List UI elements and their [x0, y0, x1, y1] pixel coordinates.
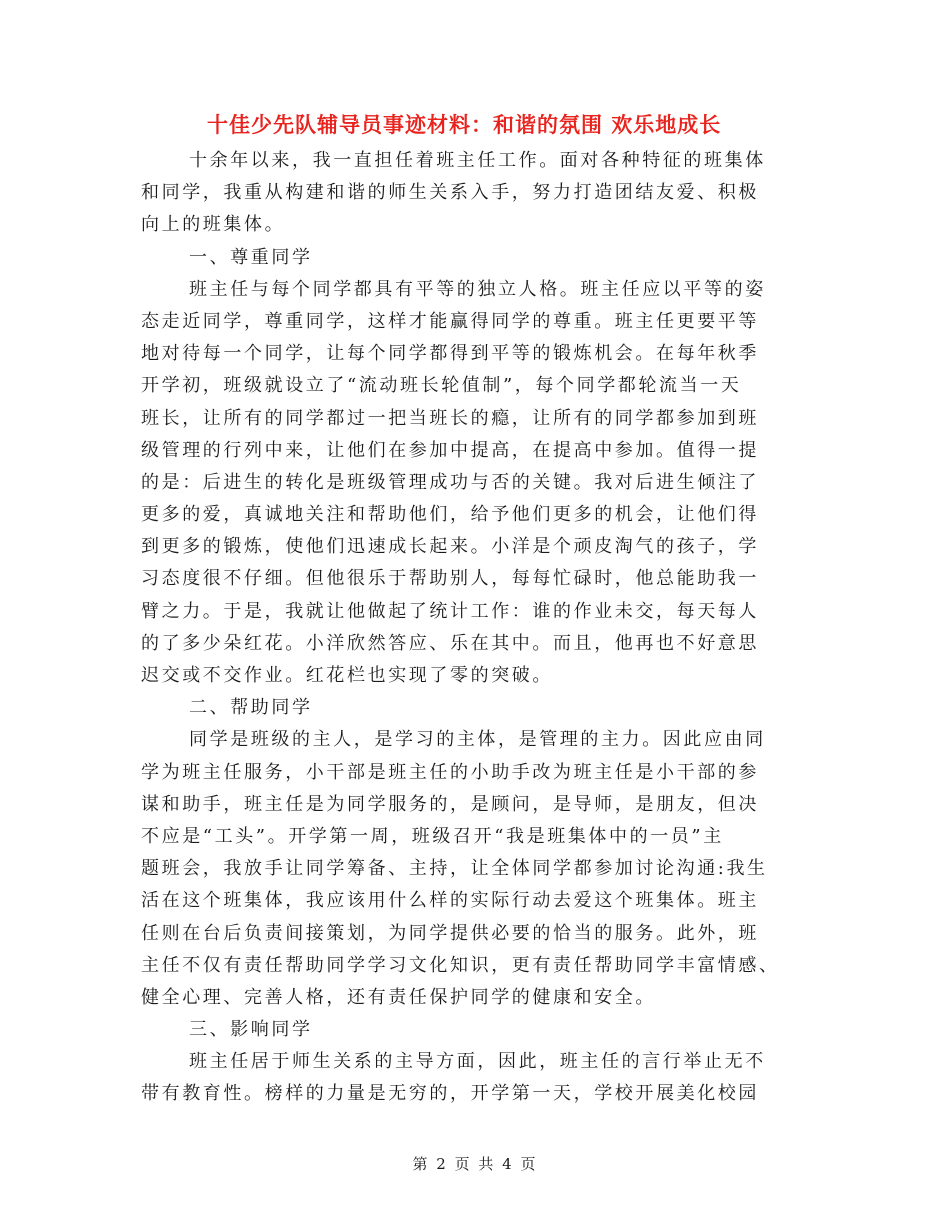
- text-line: 态走近同学，尊重同学，这样才能赢得同学的尊重。班主任更要平等: [141, 310, 759, 332]
- text-line: 学为班主任服务，小干部是班主任的小助手改为班主任是小干部的参: [141, 761, 759, 783]
- text-line: 带有教育性。榜样的力量是无穷的，开学第一天，学校开展美化校园: [141, 1083, 759, 1105]
- text-line: 的了多少朵红花。小洋欣然答应、乐在其中。而且，他再也不好意思: [141, 632, 759, 654]
- text-line: 班主任居于师生关系的主导方面，因此，班主任的言行举止无不: [189, 1051, 766, 1073]
- text-line: 谋和助手，班主任是为同学服务的，是顾问，是导师，是朋友，但决: [141, 793, 759, 815]
- page-footer: 第 2 页 共 4 页: [412, 1155, 538, 1173]
- text-line: 活在这个班集体，我应该用什么样的实际行动去爱这个班集体。班主: [141, 890, 759, 912]
- text-line: 和同学，我重从构建和谐的师生关系入手，努力打造团结友爱、积极: [141, 182, 759, 204]
- text-line: 班长，让所有的同学都过一把当班长的瘾，让所有的同学都参加到班: [141, 407, 759, 429]
- text-line: 健全心理、完善人格，还有责任保护同学的健康和安全。: [141, 986, 656, 1008]
- text-line: 一、尊重同学: [189, 246, 313, 268]
- text-line: 地对待每一个同学，让每个同学都得到平等的锻炼机会。在每年秋季: [141, 343, 759, 365]
- document-body: [141, 145, 796, 1111]
- text-line: 开学初，班级就设立了“流动班长轮值制”，每个同学都轮流当一天: [141, 375, 742, 397]
- text-line: 向上的班集体。: [141, 214, 286, 236]
- text-line: 同学是班级的主人，是学习的主体，是管理的主力。因此应由同: [189, 729, 766, 751]
- document-title: 十佳少先队辅导员事迹材料：和谐的氛围 欢乐地成长: [207, 112, 722, 137]
- text-line: 臂之力。于是，我就让他做起了统计工作：谁的作业未交，每天每人: [141, 600, 759, 622]
- text-line: 二、帮助同学: [189, 697, 313, 719]
- text-line: 题班会，我放手让同学筹备、主持，让全体同学都参加讨论沟通:我生: [141, 858, 768, 880]
- text-line: 不应是“工头”。开学第一周，班级召开“我是班集体中的一员”主: [141, 825, 724, 847]
- text-line: 任则在台后负责间接策划，为同学提供必要的恰当的服务。此外，班: [141, 922, 759, 944]
- text-line: 习态度很不仔细。但他很乐于帮助别人，每每忙碌时，他总能助我一: [141, 568, 759, 590]
- text-line: 主任不仅有责任帮助同学学习文化知识，更有责任帮助同学丰富情感、: [141, 954, 780, 976]
- text-line: 到更多的锻炼，使他们迅速成长起来。小洋是个顽皮淘气的孩子，学: [141, 536, 759, 558]
- text-line: 迟交或不交作业。红花栏也实现了零的突破。: [141, 665, 553, 686]
- text-line: 的是：后进生的转化是班级管理成功与否的关键。我对后进生倾注了: [141, 471, 759, 493]
- text-line: 班主任与每个同学都具有平等的独立人格。班主任应以平等的姿: [189, 278, 766, 300]
- text-line: 三、影响同学: [189, 1019, 313, 1041]
- text-line: 级管理的行列中来，让他们在参加中提高，在提高中参加。值得一提: [141, 439, 759, 461]
- text-line: 更多的爱，真诚地关注和帮助他们，给予他们更多的机会，让他们得: [141, 504, 759, 526]
- text-line: 十余年以来，我一直担任着班主任工作。面对各种特征的班集体: [189, 150, 766, 171]
